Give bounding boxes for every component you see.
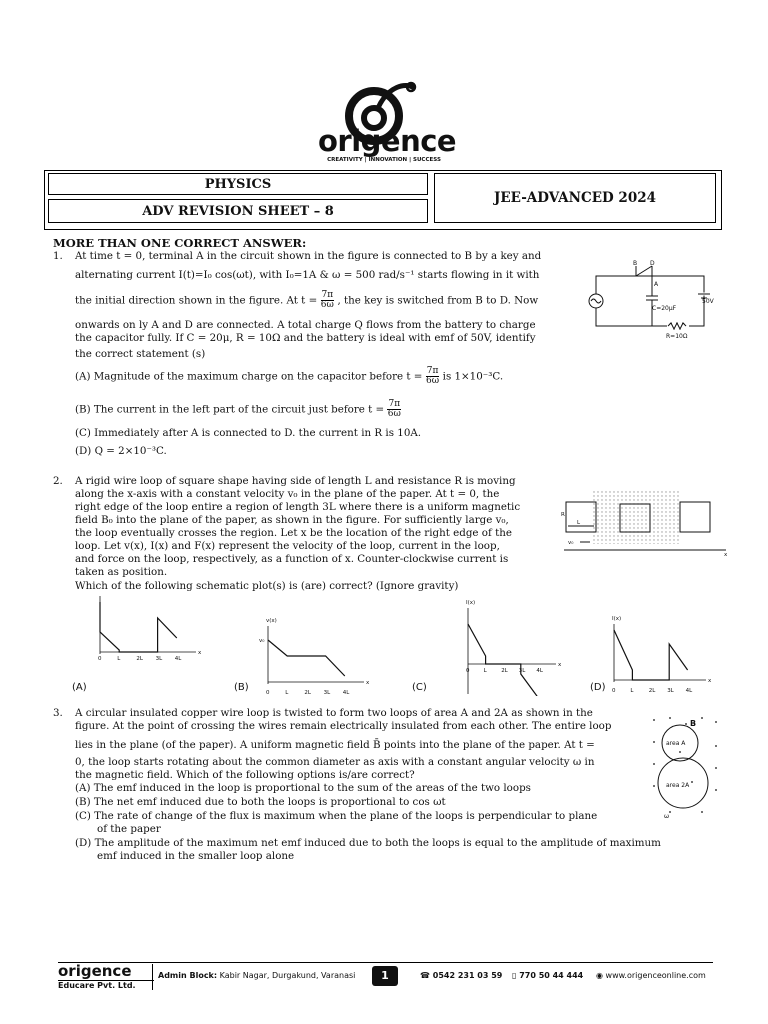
q2-line: the loop eventually crosses the region. Let x be the location of the right edge of the [75,527,512,539]
brand-name: origence [318,124,457,158]
plot-curve [100,602,177,652]
label-a: A [654,281,659,288]
tick-label: 4L [342,690,350,696]
q2-line: along the x-axis with a constant velocity v₀ in the plane of the paper. At t = 0, the [75,488,500,500]
tick-label: 2L [501,668,508,674]
question-number: 1. [53,250,63,262]
page-number: 1 [372,966,398,986]
q2-line: loop. Let v(x), I(x) and F(x) represent the velocity of the loop, current in the loop, [75,540,500,552]
footer-separator [152,964,153,990]
mobile-icon: ▯ [512,971,517,980]
footer-company: Educare Pvt. Ltd. [58,980,154,990]
option-tag: (A) [72,682,87,693]
label-l: L [577,520,581,526]
tick-label: L [285,690,289,696]
tick-label: 3L [155,656,163,662]
website[interactable]: ◉ www.origenceonline.com [596,971,706,980]
exam-title: JEE-ADVANCED 2024 [434,173,716,223]
label-omega: ω [664,813,670,820]
moving-loop-figure [560,486,730,558]
q3-line: lies in the plane (of the paper). A uniform magnetic field B̄ points into the plane of the paper. At t = [75,739,595,751]
q3-line: A circular insulated copper wire loop is twisted to form two loops of area A and 2A as shown in the [75,707,593,719]
v0-label: v₀ [259,638,265,644]
option-b: (B) The current in the left part of the circuit just before t = $\frac{7\pi}{6\omega}$ [75,399,401,419]
phone-2: ▯ 770 50 44 444 [512,971,584,980]
label-area-a: area A [666,740,686,747]
option-a: (A) The emf induced in the loop is proportional to the sum of the areas of the two loops [75,782,531,794]
tick-label: 2L [648,688,656,694]
label-b: B [690,719,697,728]
option-c-cont: of the paper [97,823,161,835]
question-3 [53,706,723,866]
sheet-title: ADV REVISION SHEET – 8 [48,199,428,223]
option-c: (C) The rate of change of the flux is maximum when the plane of the loops is perpendicular to plane [75,810,598,822]
tick-label: 0 [466,668,470,674]
tick-label: L [630,688,634,694]
tick-label: 4L [536,668,543,674]
tick-label: L [117,656,121,662]
label-b: B [633,260,638,267]
x-axis-label: x [558,662,562,668]
tick-label: 0 [266,690,270,696]
q2-line: taken as position. [75,566,168,578]
q1-line: , the key is switched from B to D. Now [337,294,539,307]
circuit-figure [584,258,720,344]
q1-line: the capacitor fully. If C = 20μ, R = 10Ω and the battery is ideal with emf of 50V, identify [75,332,536,344]
plot-curve [468,624,538,696]
option-d: (D) Q = 2×10⁻³C. [75,445,167,457]
y-axis-label: I(x) [466,600,476,606]
battery-label: 50V [702,298,714,305]
option-tag: (D) [590,682,606,693]
q3-line: figure. At the point of crossing the wires remain electrically insulated from each other. The entire loop [75,720,612,732]
subject-label: PHYSICS [48,173,428,195]
q1-line: alternating current I(t)=I₀ cos(ωt), with I₀=1A & ω = 500 rad/s⁻¹ starts flowing in it with [75,269,540,281]
capacitor-label: C=20μF [652,305,677,312]
footer-divider [58,962,713,963]
section-title: MORE THAN ONE CORRECT ANSWER: [53,236,307,250]
x-axis-label: x [708,678,712,684]
tick-label: 0 [98,656,102,662]
brand-tagline: CREATIVITY | INNOVATION | SUCCESS [327,157,441,163]
sheet-header [44,170,722,230]
label-r: R [561,512,565,518]
option-d-cont: emf induced in the smaller loop alone [97,850,295,862]
q2-line: A rigid wire loop of square shape having side of length L and resistance R is moving [75,475,516,487]
q2-line: and force on the loop, respectively, as a function of x. Counter-clockwise current is [75,553,509,565]
question-2 [53,474,553,604]
q2-line: right edge of the loop entire a region of length 3L where there is a uniform magnetic [75,501,521,513]
y-axis-label: I(x) [612,616,622,622]
plot-curve [614,630,688,680]
option-c: (C) Immediately after A is connected to D. the current in R is 10A. [75,427,422,439]
label-x: x [724,552,728,558]
option-a: (A) Magnitude of the maximum charge on the capacitor before t = $\frac{7\pi}{6\omega}$ is 1×10⁻³C. [75,366,504,386]
option-b: (B) The net emf induced due to both the loops is proportional to cos ωt [75,796,446,808]
option-d: (D) The amplitude of the maximum net emf induced due to both the loops is equal to the amplitude of maximum [75,837,661,849]
tick-label: 3L [518,668,526,674]
phone-icon: ☎ [420,971,430,980]
label-area-2a: area 2A [666,782,690,789]
plot-curve [268,640,345,676]
q1-line: At time t = 0, terminal A in the circuit shown in the figure is connected to B by a key and [75,250,542,262]
tick-label: L [483,668,487,674]
q2-plot-options [66,594,726,696]
resistor-label: R=10Ω [666,333,688,340]
globe-icon: ◉ [596,971,603,980]
option-tag: (C) [412,682,427,693]
admin-address: Admin Block: Kabir Nagar, Durgakund, Varanasi [158,971,356,980]
fraction: $\frac{7\pi}{6\omega}$ [320,290,334,310]
label-v0: v₀ [568,540,574,546]
q1-line: the correct statement (s) [75,348,206,360]
twisted-loop-figure [650,712,722,822]
tick-label: 3L [323,690,331,696]
label-d: D [650,260,655,267]
question-1 [53,249,583,459]
tick-label: 3L [667,688,674,694]
x-axis-label: x [198,650,202,656]
q1-line: the initial direction shown in the figure. At t = [75,294,318,307]
q3-line: the magnetic field. Which of the following options is/are correct? [75,769,415,781]
question-number: 3. [53,707,63,719]
q3-line: 0, the loop starts rotating about the common diameter as axis with a constant angular velocity ω in [75,756,595,768]
tick-label: 2L [136,656,143,662]
tick-label: 4L [685,688,693,694]
tick-label: 2L [304,690,311,696]
q1-line: onwards on ly A and D are connected. A total charge Q flows from the battery to charge [75,319,536,331]
phone-1: ☎ 0542 231 03 59 [420,971,503,980]
y-axis-label: v(x) [266,618,277,624]
x-axis-label: x [366,680,370,686]
q2-line: field B₀ into the plane of the paper, as shown in the figure. For sufficiently large v₀, [75,514,509,526]
question-number: 2. [53,475,63,487]
footer-brand: origence [58,962,132,980]
q2-question: Which of the following schematic plot(s) is (are) correct? (Ignore gravity) [75,580,459,592]
option-tag: (B) [234,682,249,693]
footer-brand-block [58,962,154,990]
tick-label: 4L [174,656,182,662]
tick-label: 0 [612,688,616,694]
